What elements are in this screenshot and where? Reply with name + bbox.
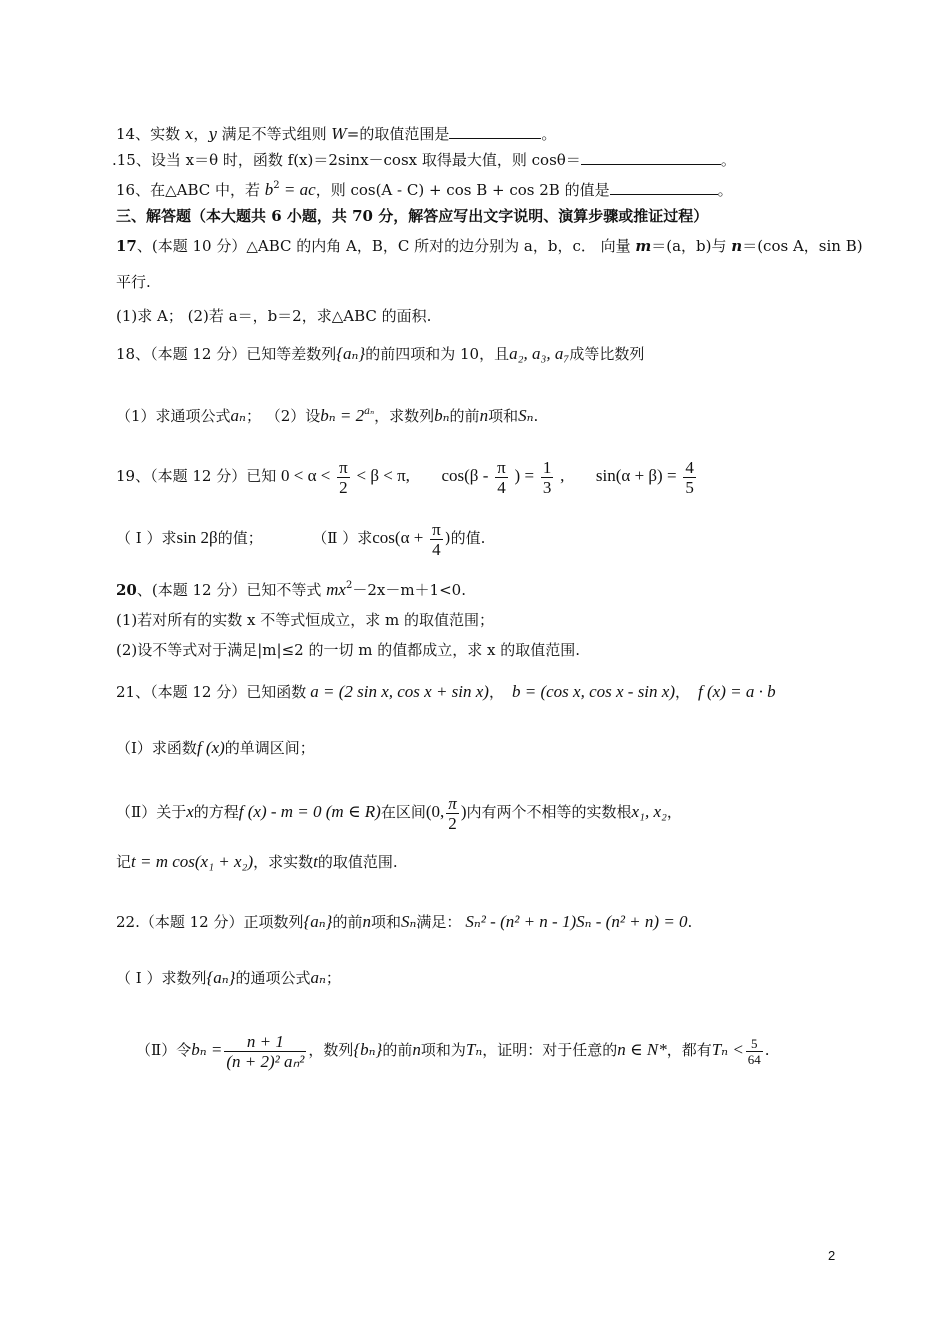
fraction: $\frac{5}{64}$ bbox=[747, 1035, 761, 1067]
question-19-parts: （ Ⅰ ）求sin 2β的值； （Ⅱ ）求cos(α + $\frac{\pi}{4}$ )的值. bbox=[116, 519, 486, 559]
question-21: 21、（本题 12 分）已知函数 a = (2 sin x, cos x + sin x)， b = (cos x, cos x - sin x)， f (x) = a · b bbox=[116, 682, 776, 701]
page-number: 2 bbox=[828, 1248, 836, 1263]
question-14: 14、实数 x，y 满足不等式组则 W=的取值范围是 。 bbox=[116, 125, 557, 143]
question-20-part2: (2)设不等式对于满足|m|≤2 的一切 m 的值都成立，求 x 的取值范围. bbox=[116, 641, 580, 659]
question-22: 22.（本题 12 分）正项数列{aₙ}的前n项和Sₙ满足： Sₙ² - (n² + n - 1)Sₙ - (n² + n) = 0. bbox=[116, 912, 693, 931]
fraction: $\frac{1}{3}$ bbox=[542, 457, 552, 497]
question-21-part1: （Ⅰ）求函数f (x)的单调区间； bbox=[116, 738, 315, 757]
fraction: $\frac{\pi}{4}$ bbox=[432, 519, 441, 559]
fraction: $\frac{\pi}{2}$ bbox=[448, 793, 457, 833]
question-17: 17、(本题 10 分）△ABC 的内角 A，B，C 所对的边分别为 a，b，c． 向量 m＝(a，b)与 n＝(cos A，sin B) bbox=[116, 237, 863, 255]
question-17-line2: 平行. bbox=[116, 273, 151, 291]
question-17-parts: (1)求 A； (2)若 a＝，b＝2，求△ABC 的面积. bbox=[116, 307, 432, 325]
question-22-part2: （Ⅱ）令bₙ = $\frac{n + 1}{\text{(n + 2)² aₙ²}}$ ，数列{bₙ}的前n项和为Tₙ，证明：对于任意的n ∈ N*，都有Tₙ < $\frac{5}{64}$ . bbox=[136, 1031, 770, 1071]
question-18-parts: （1）求通项公式aₙ； （2）设$b_n = 2^{a_n}$，求数列bₙ的前n项和Sₙ. bbox=[116, 406, 539, 425]
answer-blank bbox=[449, 124, 541, 139]
section-heading: 三、解答题（本大题共 6 小题，共 70 分，解答应写出文字说明、演算步骤或推证过程） bbox=[116, 207, 709, 225]
question-22-part1: （ Ⅰ ）求数列{aₙ}的通项公式aₙ； bbox=[116, 968, 341, 987]
fraction: $\frac{\pi}{4}$ bbox=[497, 457, 506, 497]
question-20-part1: (1)若对所有的实数 x 不等式恒成立，求 m 的取值范围； bbox=[116, 611, 495, 629]
question-15: .15、设当 x＝θ 时，函数 f(x)＝2sinx－cosx 取得最大值，则 cosθ＝ 。 bbox=[112, 151, 736, 169]
fraction: $\frac{\pi}{2}$ bbox=[339, 457, 348, 497]
question-20: 20、(本题 12 分）已知不等式 $mx^2-2x-m+1<0$. bbox=[116, 580, 466, 599]
answer-blank bbox=[581, 150, 721, 165]
answer-blank bbox=[610, 180, 718, 195]
question-18: 18、（本题 12 分）已知等差数列{aₙ}的前四项和为 10，且a₂, a₃, a₇成等比数列 bbox=[116, 344, 645, 363]
question-21-line4: 记t = m cos(x₁ + x₂)，求实数t的取值范围. bbox=[116, 852, 398, 871]
question-21-part2: （Ⅱ）关于x的方程f (x) - m = 0 (m ∈ R)在区间(0, $\frac{\pi}{2}$ )内有两个不相等的实数根x₁, x₂， bbox=[116, 793, 682, 833]
fraction: $\frac{n + 1}{\text{(n + 2)² aₙ²}}$ bbox=[226, 1031, 305, 1071]
fraction: $\frac{4}{5}$ bbox=[685, 457, 694, 497]
question-19: 19、（本题 12 分）已知 0 < α < $\frac{\pi}{2}$ < β < π, cos(β - $\frac{\pi}{4}$ ) = $\frac{1}{3}$ , sin(α + β) = $\frac{4}{5}$ bbox=[116, 457, 694, 497]
question-16: 16、在△ABC 中，若 $b^2$ = ac，则 cos(A - C) + cos B + cos 2B 的值是 。 bbox=[116, 180, 733, 199]
